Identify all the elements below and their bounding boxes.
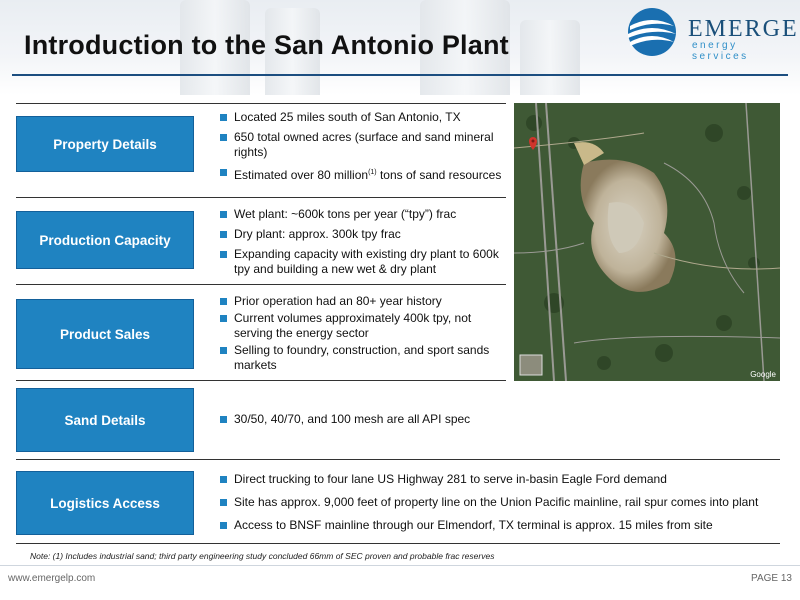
map-attribution: Google — [750, 370, 776, 379]
list-item: Wet plant: ~600k tons per year (“tpy”) frac — [220, 207, 510, 222]
list-item: Prior operation had an 80+ year history — [220, 294, 510, 309]
sand-details-bullets — [220, 412, 510, 432]
product-sales-bullets — [220, 294, 510, 378]
section-label-sand-details: Sand Details — [16, 388, 194, 452]
section-divider — [16, 380, 506, 381]
section-divider — [16, 197, 506, 198]
list-item: 650 total owned acres (surface and sand mineral rights) — [220, 130, 510, 160]
satellite-map-image — [514, 103, 780, 381]
section-label-logistics-access: Logistics Access — [16, 471, 194, 535]
list-item: Direct trucking to four lane US Highway 281 to serve in-basin Eagle Ford demand — [220, 472, 780, 487]
page-title: Introduction to the San Antonio Plant — [24, 30, 509, 60]
section-divider — [16, 103, 506, 104]
page-number: PAGE 13 — [751, 573, 792, 584]
list-item: Expanding capacity with existing dry plant to 600k tpy and building a new wet & dry plant — [220, 247, 510, 277]
section-label-product-sales: Product Sales — [16, 299, 194, 369]
section-divider — [16, 459, 780, 460]
footnote: Note: (1) Includes industrial sand; third party engineering study concluded 66mm of SEC proven and probable frac reserves — [30, 551, 495, 561]
production-capacity-bullets — [220, 207, 510, 282]
list-item: Estimated over 80 million$^{(1)}$ tons of sand resources — [220, 165, 510, 183]
section-label-production-capacity: Production Capacity — [16, 211, 194, 269]
property-details-bullets — [220, 110, 510, 188]
logistics-access-bullets — [220, 472, 780, 538]
section-divider — [16, 543, 780, 544]
emerge-logo — [622, 6, 799, 62]
section-label-property-details: Property Details — [16, 116, 194, 172]
footer-url[interactable]: www.emergelp.com — [8, 573, 96, 584]
list-item: Current volumes approximately 400k tpy, not serving the energy sector — [220, 311, 510, 341]
list-item: Located 25 miles south of San Antonio, TX — [220, 110, 510, 125]
logo-wordmark: EMERGE — [688, 16, 799, 42]
list-item: Selling to foundry, construction, and sport sands markets — [220, 343, 510, 373]
list-item: Site has approx. 9,000 feet of property line on the Union Pacific mainline, rail spur comes into plant — [220, 495, 780, 510]
section-divider — [16, 284, 506, 285]
logo-swirl-icon — [622, 6, 682, 58]
footer-divider — [0, 565, 800, 566]
list-item: Dry plant: approx. 300k tpy frac — [220, 227, 510, 242]
title-divider — [12, 74, 788, 76]
satellite-map[interactable] — [514, 103, 780, 381]
list-item: Access to BNSF mainline through our Elmendorf, TX terminal is approx. 15 miles from site — [220, 518, 780, 533]
list-item: 30/50, 40/70, and 100 mesh are all API spec — [220, 412, 510, 427]
logo-tagline: energy services — [692, 40, 749, 62]
